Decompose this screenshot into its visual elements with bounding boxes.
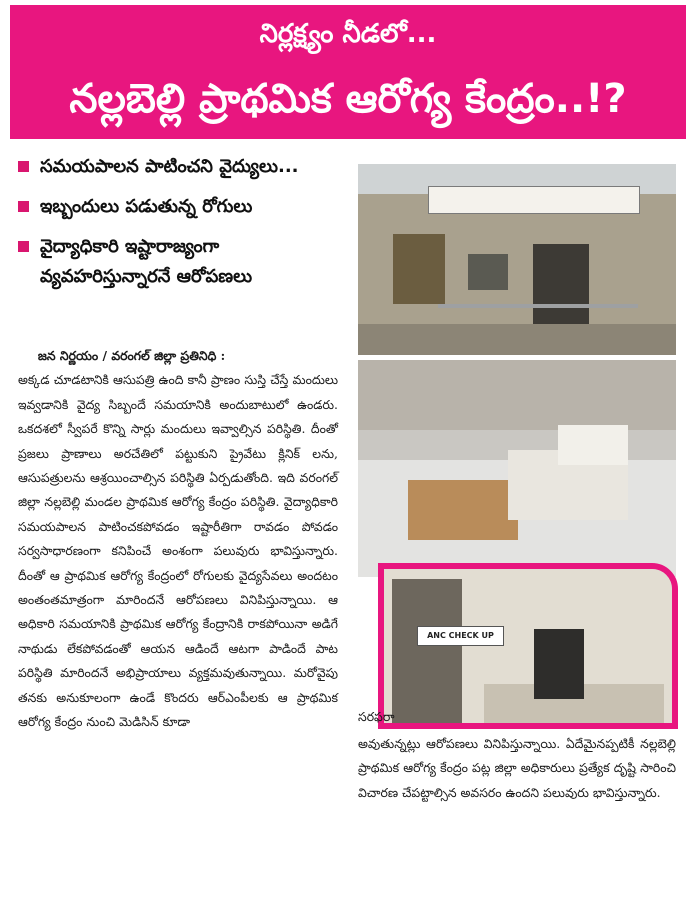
article-body-left: అక్కడ చూడటానికి ఆసుపత్రి ఉంది కానీ ప్రాణం సుస్తి చేస్తే మందులు ఇవ్వడానికి వైద్య సిబ్బందే సమయానికి అందుబాటులో ఉండరు. ఒకదశలో స్వీపరే కొన్ని సార్లు మందులు ఇవ్వాల్సిన పరిస్థితి. దీంతో ప్రజలు ప్రాణాలు అరచేతిలో పట్టుకుని ప్రైవేటు క్లినిక్ లను, ఆసుపత్రులను ఆశ్రయించాల్సిన పరిస్థితి ఏర్పడుతోంది. ఇది వరంగల్ జిల్లా నల్లబెల్లి మండల ప్రాథమిక ఆరోగ్య కేంద్రం పరిస్థితి. వైద్యాధికారి సమయపాలన పాటించకపోవడం ఇష్టారీతిగా రావడం పోవడం సర్వసాధారణంగా కనిపించే అంశంగా పలువురు భావిస్తున్నారు. దీంతో ఆ ప్రాథమిక ఆరోగ్య కేంద్రంలో రోగులకు వైద్యసేవలు అందటం అంతంతమాత్రంగా మారిందనే ఆరోపణలు వినిపిస్తున్నాయి. ఆ అధికారి సమయానికి ప్రాథమిక ఆరోగ్య కేంద్రానికి రాకపోయినా అడిగే నాథుడు లేకపోవడంతో ఆయన ఆడిందే ఆటగా పాడిందే పాట పరిస్థితి మారిందనే అభిప్రాయాలు వ్యక్తమవుతున్నాయి. మరోవైపు తనకు అనుకూలంగా ఉండే కొందరు ఆర్ఎంపీలకు ఆ ప్రాథమిక ఆరోగ్య కేంద్రం నుంచి మెడిసిన్ కూడా xyxy=(18,372,338,730)
highlight-text: ఇబ్బందులు పడుతున్న రోగులు xyxy=(40,196,253,217)
highlight-item xyxy=(18,192,338,222)
highlight-item xyxy=(18,152,338,182)
article-continuation-lead: సరఫరా xyxy=(358,709,395,724)
highlight-text: సమయపాలన పాటించని వైద్యులు... xyxy=(40,156,299,177)
highlights-list xyxy=(18,152,338,302)
kicker-text: నిర్లక్ష్యం నీడలో... xyxy=(259,19,437,49)
building-signboard xyxy=(428,186,640,214)
highlight-text: వైద్యాధికారి ఇష్టారాజ్యంగా వ్యవహరిస్తున్నారనే ఆరోపణలు xyxy=(40,236,253,287)
byline: జన నిర్ణయం / వరంగల్ జిల్లా ప్రతినిధి : xyxy=(37,348,226,363)
article-body-right: అవుతున్నట్లు ఆరోపణలు వినిపిస్తున్నాయి. ఏదేమైనప్పటికీ నల్లబెల్లి ప్రాథమిక ఆరోగ్య కేంద్రం పట్ల జిల్లా అధికారులు ప్రత్యేక దృష్టి సారించి విచారణ చేపట్టాల్సిన అవసరం ఉందని పలువురు భావిస్తున్నారు. xyxy=(358,736,676,800)
bullet-square-icon xyxy=(18,241,29,252)
article-column-right xyxy=(358,732,676,805)
article-column-left xyxy=(18,344,338,735)
headline-banner xyxy=(10,5,686,139)
bullet-square-icon xyxy=(18,201,29,212)
bullet-square-icon xyxy=(18,161,29,172)
anc-sign: ANC CHECK UP xyxy=(417,626,504,646)
health-centre-building-photo xyxy=(358,164,676,355)
highlight-item xyxy=(18,232,338,292)
medicine-boxes-photo xyxy=(358,360,676,577)
headline-text: నల్లబెల్లి ప్రాథమిక ఆరోగ్య కేంద్రం..!? xyxy=(69,76,627,122)
